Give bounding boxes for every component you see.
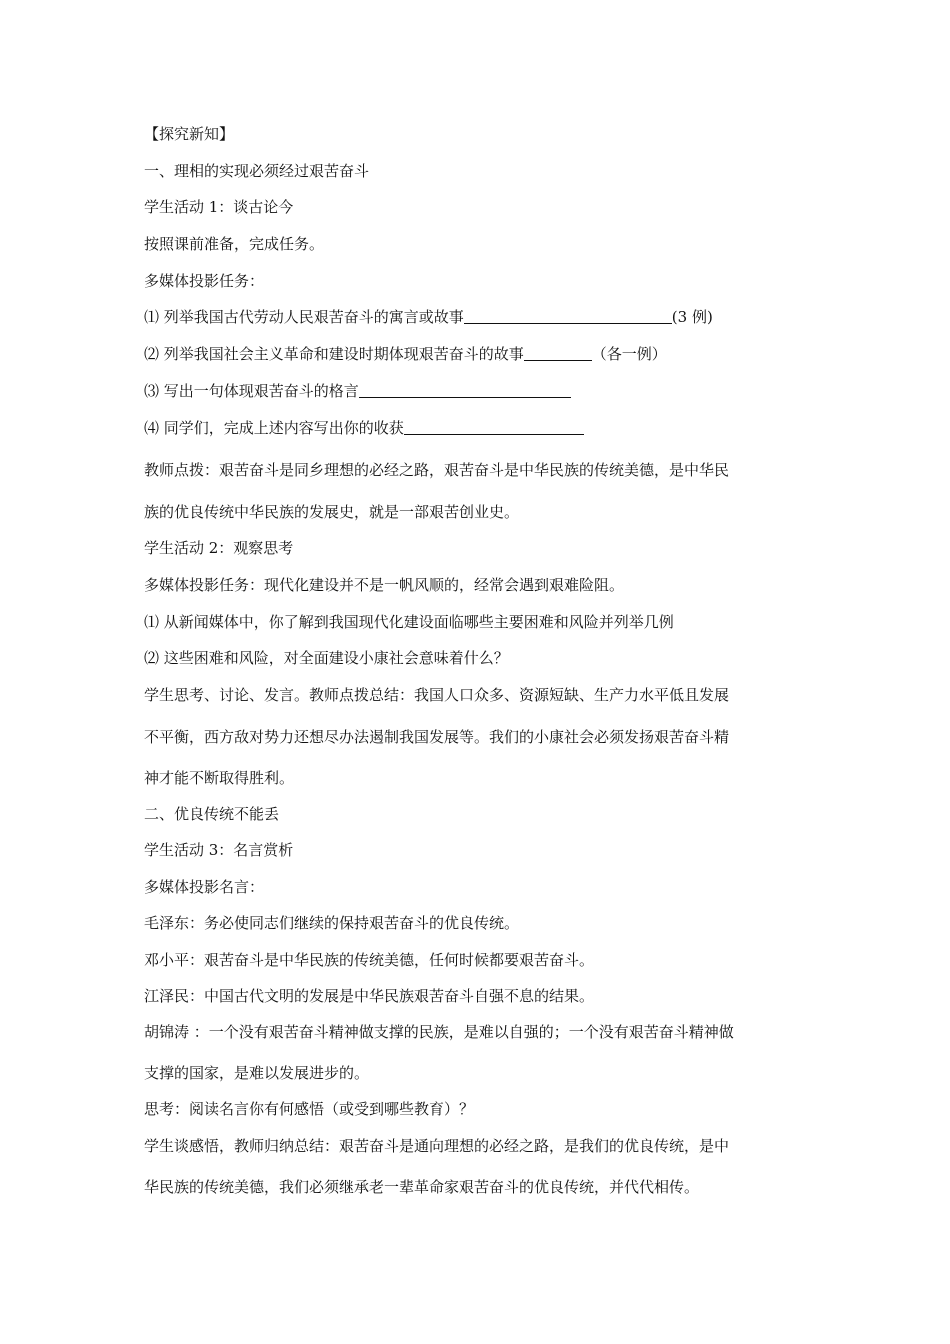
activity3-summary-line2: 华民族的传统美德，我们必须继承老一辈革命家艰苦奋斗的优良传统，并代代相传。: [144, 1178, 700, 1196]
teacher-comment-line1: 教师点拨：艰苦奋斗是同乡理想的必经之路，艰苦奋斗是中华民族的传统美德，是中华民: [144, 461, 730, 479]
teacher-comment-line2: 族的优良传统中华民族的发展史，就是一部艰苦创业史。: [144, 503, 520, 521]
activity1-media-label: 多媒体投影任务：: [144, 272, 265, 290]
quote-hu-line1: 胡锦涛 ：一个没有艰苦奋斗精神做支撑的民族，是难以自强的；一个没有艰苦奋斗精神做: [144, 1023, 734, 1041]
activity2-summary-line1: 学生思考、讨论、发言。教师点拨总结：我国人口众多、资源短缺、生产力水平低且发展: [144, 686, 730, 704]
task2-line: [144, 344, 667, 364]
task2-suffix: （各一例）: [591, 345, 667, 363]
quote-hu-line2: 支撑的国家，是难以发展进步的。: [144, 1064, 370, 1082]
activity3-summary-line1: 学生谈感悟，教师归纳总结：艰苦奋斗是通向理想的必经之路，是我们的优良传统，是中: [144, 1137, 730, 1155]
activity2-summary-line2: 不平衡，西方敌对势力还想尽办法遏制我国发展等。我们的小康社会必须发扬艰苦奋斗精: [144, 728, 730, 746]
task2-text: ⑵ 列举我国社会主义革命和建设时期体现艰苦奋斗的故事: [144, 345, 524, 363]
task4-text: ⑷ 同学们，完成上述内容写出你的收获: [144, 419, 404, 437]
task1-line: [144, 307, 713, 327]
quote-jiang: 江泽民：中国古代文明的发展是中华民族艰苦奋斗自强不息的结果。: [144, 987, 595, 1005]
activity2-media-task: 多媒体投影任务：现代化建设并不是一帆风顺的，经常会遇到艰难险阻。: [144, 576, 625, 594]
think-question: 思考：阅读名言你有何感悟（或受到哪些教育）？: [144, 1100, 475, 1118]
task4-line: [144, 418, 584, 438]
activity3-media-label: 多媒体投影名言：: [144, 878, 265, 896]
task3-text: ⑶ 写出一句体现艰苦奋斗的格言: [144, 382, 359, 400]
part2-title: 二、优良传统不能丢: [144, 805, 280, 823]
task4-blank[interactable]: [404, 418, 584, 435]
activity1-title: 学生活动 1：谈古论今: [144, 198, 294, 216]
activity2-question2: ⑵ 这些困难和风险，对全面建设小康社会意味着什么？: [144, 649, 509, 667]
task2-blank[interactable]: [524, 344, 592, 361]
activity2-question1: ⑴ 从新闻媒体中，你了解到我国现代化建设面临哪些主要困难和风险并列举几例: [144, 613, 674, 631]
task1-blank[interactable]: [464, 307, 672, 324]
quote-mao: 毛泽东：务必使同志们继续的保持艰苦奋斗的优良传统。: [144, 914, 520, 932]
part1-title: 一、理相的实现必须经过艰苦奋斗: [144, 162, 370, 180]
task1-suffix: (3 例): [671, 308, 713, 326]
activity3-title: 学生活动 3：名言赏析: [144, 841, 294, 859]
quote-deng: 邓小平：艰苦奋斗是中华民族的传统美德，任何时候都要艰苦奋斗。: [144, 951, 595, 969]
activity2-summary-line3: 神才能不断取得胜利。: [144, 769, 295, 787]
task1-text: ⑴ 列举我国古代劳动人民艰苦奋斗的寓言或故事: [144, 308, 464, 326]
task3-blank[interactable]: [359, 381, 571, 398]
section-heading: 【探究新知】: [144, 125, 235, 143]
activity1-instruction: 按照课前准备，完成任务。: [144, 235, 325, 253]
activity2-title: 学生活动 2：观察思考: [144, 539, 294, 557]
task3-line: [144, 381, 571, 401]
